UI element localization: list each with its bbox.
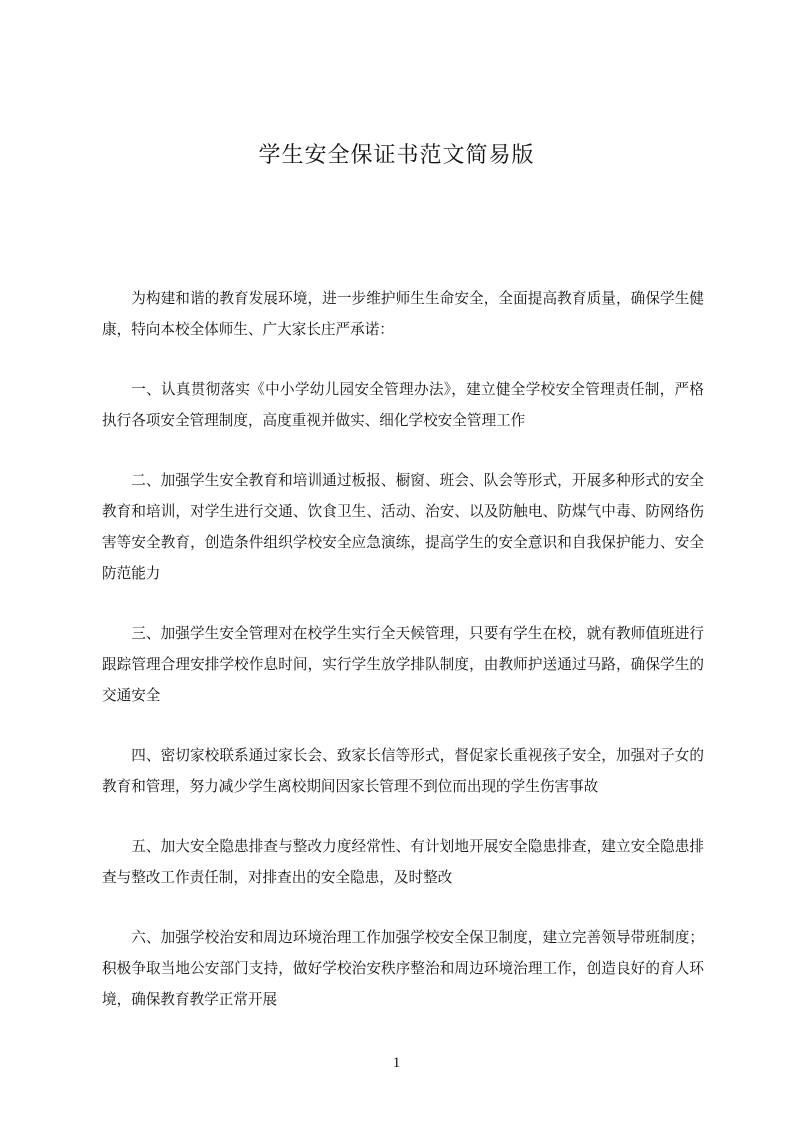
intro-paragraph: 为构建和谐的教育发展环境，进一步维护师生生命安全，全面提高教育质量，确保学生健康，特向本校全体师生、广大家长庄严承诺： <box>102 290 704 338</box>
page-number: 1 <box>392 1055 401 1071</box>
list-item: 二、加强学生安全教育和培训通过板报、橱窗、班会、队会等形式，开展多种形式的安全教育和培训，对学生进行交通、饮食卫生、活动、治安、以及防触电、防煤气中毒、防网络伤害等安全教育，创造条件组织学校安全应急演练，提高学生的安全意识和自我保护能力、安全防范能力 <box>102 472 704 582</box>
list-item: 五、加大安全隐患排查与整改力度经常性、有计划地开展安全隐患排查，建立安全隐患排查与整改工作责任制，对排查出的安全隐患，及时整改 <box>102 838 704 886</box>
page-title: 学生安全保证书范文简易版 <box>258 143 535 168</box>
list-item: 三、加强学生安全管理对在校学生实行全天候管理，只要有学生在校，就有教师值班进行跟踪管理合理安排学校作息时间，实行学生放学排队制度，由教师护送通过马路，确保学生的交通安全 <box>102 625 704 704</box>
document-body <box>102 283 704 1044</box>
list-item: 一、认真贯彻落实《中小学幼儿园安全管理办法》，建立健全学校安全管理责任制，严格执行各项安全管理制度，高度重视并做实、细化学校安全管理工作 <box>102 381 704 429</box>
list-item: 四、密切家校联系通过家长会、致家长信等形式，督促家长重视孩子安全，加强对子女的教育和管理，努力减少学生离校期间因家长管理不到位而出现的学生伤害事故 <box>102 747 704 795</box>
list-item: 六、加强学校治安和周边环境治理工作加强学校安全保卫制度，建立完善领导带班制度；积极争取当地公安部门支持，做好学校治安秩序整治和周边环境治理工作，创造良好的育人环境，确保教育教学正常开展 <box>102 929 704 1008</box>
